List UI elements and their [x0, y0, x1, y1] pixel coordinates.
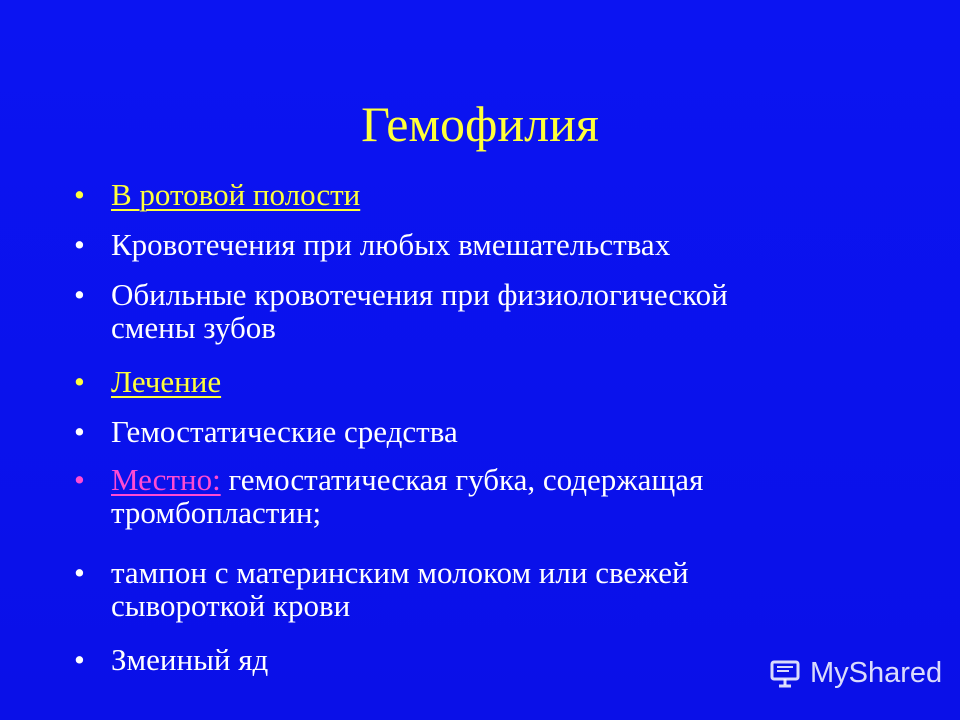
bullet-line-2: смены зубов: [111, 310, 276, 345]
bullet-text: [111, 556, 871, 622]
bullet-dot: •: [74, 277, 85, 312]
bullet-text-oral-cavity: В ротовой полости: [111, 177, 361, 212]
bullet-dot: •: [74, 642, 85, 677]
bullet-dot: •: [74, 227, 85, 262]
bullet-line-1: тампон с материнским молоком или свежей: [111, 555, 689, 590]
bullet-text: [111, 278, 871, 344]
watermark-text: MyShared: [810, 656, 943, 689]
bullet-dot: •: [74, 414, 85, 449]
presentation-icon: [768, 656, 802, 690]
bullet-dot: •: [74, 555, 85, 590]
bullet-line-1: гемостатическая губка, содержащая: [220, 462, 704, 497]
bullet-text: Кровотечения при любых вмешательствах: [111, 227, 671, 262]
watermark: [768, 651, 948, 695]
bullet-text: Гемостатические средства: [111, 414, 458, 449]
bullet-text: [111, 463, 871, 529]
bullet-text: Змеиный яд: [111, 642, 269, 677]
bullet-dot: •: [74, 462, 85, 497]
bullet-line-2: сывороткой крови: [111, 588, 351, 623]
bullet-dot: •: [74, 364, 85, 399]
bullet-text-treatment: Лечение: [111, 364, 222, 399]
bullet-line-1: Обильные кровотечения при физиологической: [111, 277, 728, 312]
slide-title: Гемофилия: [361, 96, 599, 152]
bullet-dot: •: [74, 177, 85, 212]
bullet-lead-local: Местно:: [111, 462, 221, 497]
bullet-line-2: тромбопластин;: [111, 495, 322, 530]
